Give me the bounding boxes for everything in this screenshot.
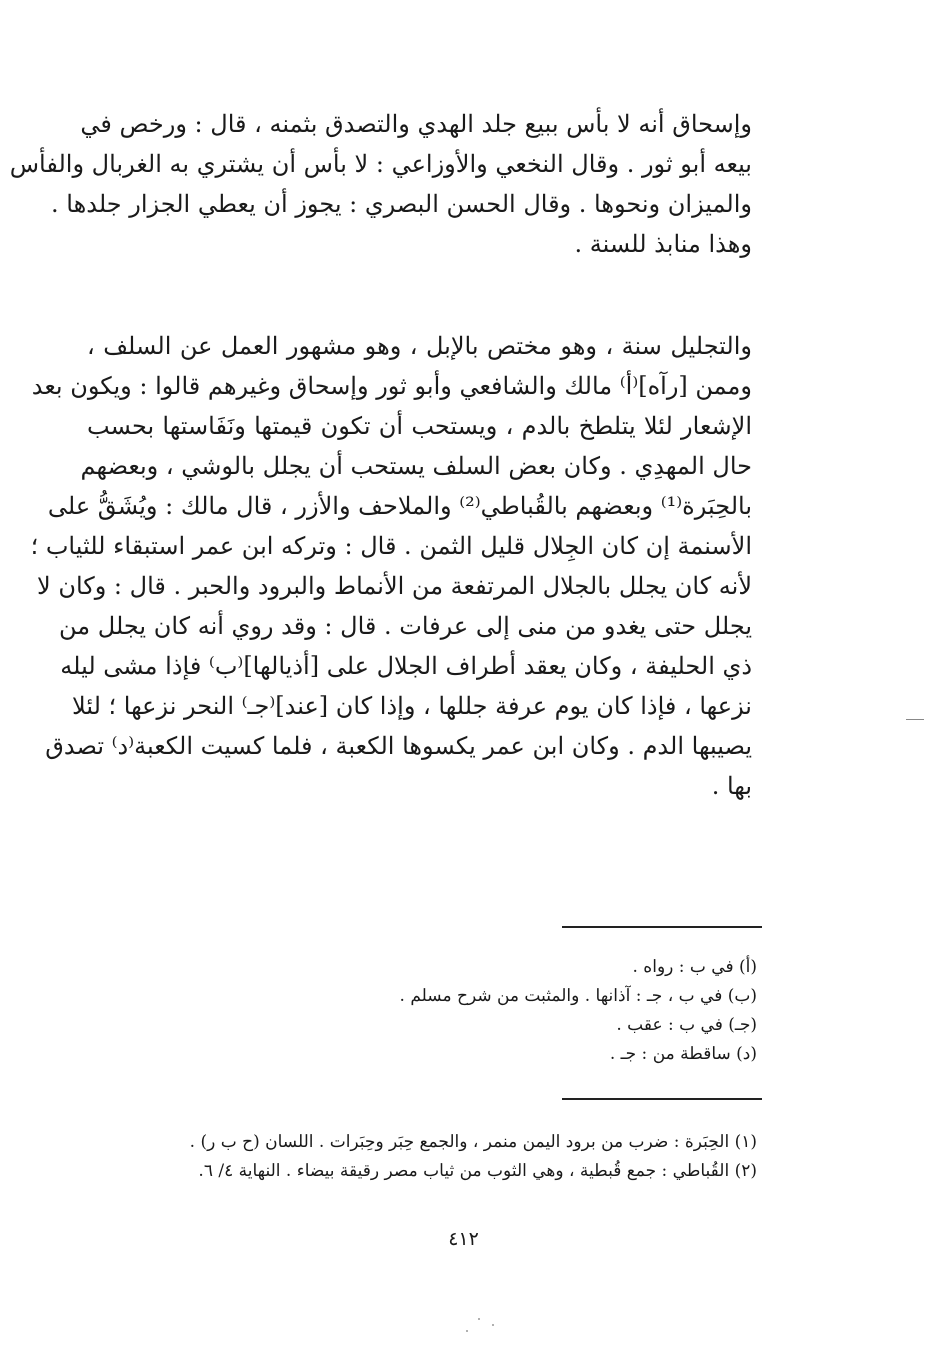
- paragraph-2: [30, 326, 752, 806]
- text-line: نزعها ، فإذا كان يوم عرفة جللها ، وإذا كان [عند]⁽جـ⁾ النحر نزعها ؛ لئلا: [72, 692, 752, 720]
- scan-speck: [466, 1330, 468, 1332]
- footnote-item: (أ) في ب : رواه .: [632, 957, 757, 977]
- text-line: بالحِبَرة⁽¹⁾ وبعضهم بالقُباطي⁽²⁾ والملاحف والأزر ، قال مالك : ويُشَقُّ على: [47, 492, 752, 520]
- footnote-item: (ب) في ب ، جـ : آذانها . والمثبت من شرح مسلم .: [399, 986, 757, 1006]
- footnote-separator: [562, 926, 762, 928]
- text-line: لأنه كان يجلل بالجلال المرتفعة من الأنماط والبرود والحبر . قال : وكان لا: [37, 572, 752, 600]
- text-line: الإشعار لئلا يتلطخ بالدم ، ويستحب أن تكون قيمتها ونَفَاستها بحسب: [87, 412, 752, 440]
- text-line: بيعه أبو ثور . وقال النخعي والأوزاعي : لا بأس أن يشتري به الغربال والفأس: [9, 150, 752, 178]
- footnote-item: (د) ساقطة من : جـ .: [609, 1044, 757, 1064]
- text-line: يصيبها الدم . وكان ابن عمر يكسوها الكعبة ، فلما كسيت الكعبة⁽د⁾ تصدق: [45, 732, 752, 760]
- footnote-separator: [562, 1098, 762, 1100]
- text-line: يجلل حتى يغدو من منى إلى عرفات . قال : وقد روي أنه كان يجلل من: [59, 612, 752, 640]
- paragraph-1: [9, 104, 752, 264]
- scan-speck: [492, 1324, 494, 1326]
- text-line: والتجليل سنة ، وهو مختص بالإبل ، وهو مشهور العمل عن السلف ،: [87, 332, 752, 360]
- page-number: ٤١٢: [448, 1228, 479, 1250]
- footnote-item: (١) الحِبَرة : ضرب من برود اليمن منمر ، والجمع حِبَر وحِبَرات . اللسان (ح ب ر) .: [189, 1132, 757, 1152]
- text-line: بها .: [711, 772, 752, 800]
- scan-speck: [478, 1318, 480, 1320]
- margin-mark: [906, 719, 924, 720]
- text-line: وممن [رآه]⁽أ⁾ مالك والشافعي وأبو ثور وإسحاق وغيرهم قالوا : ويكون بعد: [31, 372, 752, 400]
- footnote-item: (جـ) في ب : عقب .: [616, 1015, 757, 1035]
- glossary-footnotes: [107, 1128, 757, 1186]
- footnote-item: (٢) القُباطي : جمع قُبطية ، وهي الثوب من ثياب مصر رقيقة بيضاء . النهاية ٤/ ٦.: [198, 1161, 757, 1181]
- text-line: حال المهدِي . وكان بعض السلف يستحب أن يجلل بالوشي ، وبعضهم: [80, 452, 752, 480]
- variant-footnotes: [107, 953, 757, 1069]
- text-line: والميزان ونحوها . وقال الحسن البصري : يجوز أن يعطي الجزار جلدها .: [51, 190, 752, 218]
- text-line: ذي الحليفة ، وكان يعقد أطراف الجلال على [أذيالها]⁽ب⁾ فإذا مشى ليله: [60, 652, 752, 680]
- text-line: وإسحاق أنه لا بأس ببيع جلد الهدي والتصدق بثمنه ، قال : ورخص في: [80, 110, 752, 138]
- text-line: وهذا منابذ للسنة .: [574, 230, 752, 258]
- text-line: الأسنمة إن كان الجِلال قليل الثمن . قال : وتركه ابن عمر استبقاء للثياب ؛: [30, 532, 752, 560]
